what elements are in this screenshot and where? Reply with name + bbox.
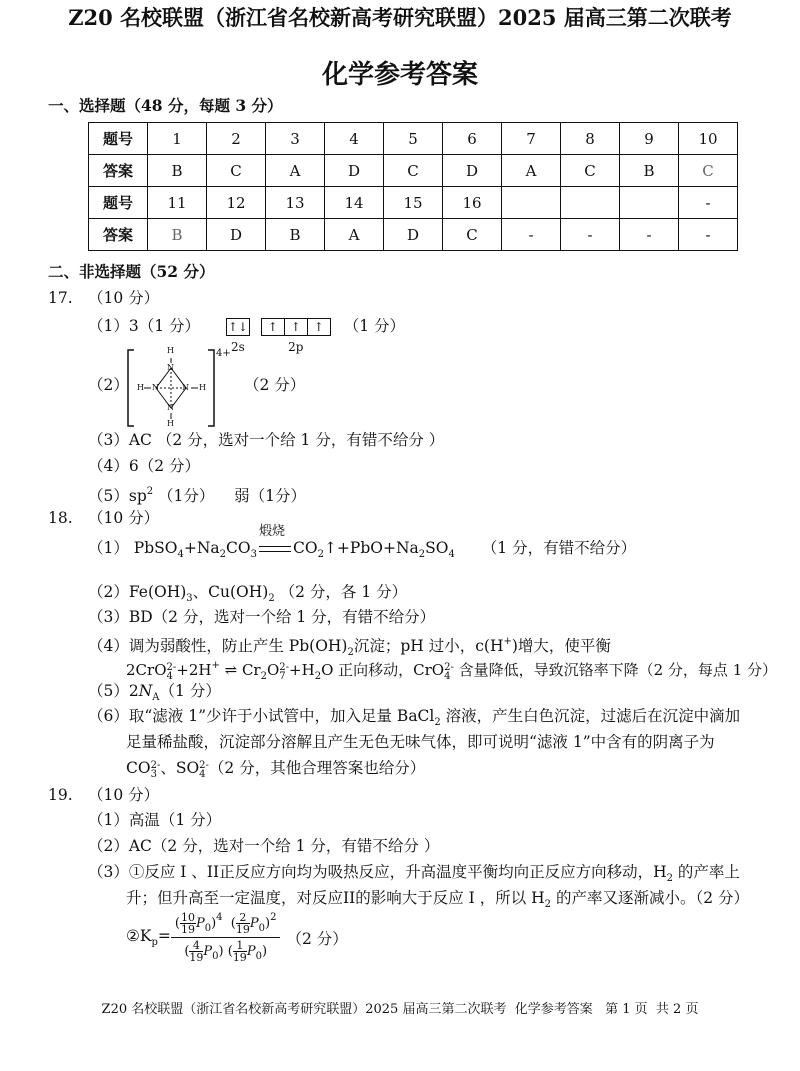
label: （1） [88,539,134,557]
table-row [89,123,738,155]
formula: +H [289,661,315,679]
fraction [236,912,250,935]
answer-text: （2 分，其他合理答案也给分） [208,759,426,777]
answer-text: O 正向移动，CrO [321,661,445,679]
numerator: ( $\frac{10}{19}$ $P_0)^4$ ( $\frac{2}{19}$ $P_0)^2$ [171,912,281,938]
answer-text: 升；但升高至一定温度，对反应II的影响大于反应 I ，所以 H [126,889,545,907]
subscript: 2 [268,593,275,604]
frac-den: 19 [235,923,250,936]
question-number-cell [620,187,679,219]
sup-sub [151,761,161,779]
q-number: 18. [48,509,73,527]
subscript: 4 [177,549,184,560]
superscript: 2- [444,662,454,673]
q18-heading [48,508,159,528]
answer-cell: C [443,219,502,251]
answer-text: （4）调为弱酸性，防止产生 Pb(OH) [88,637,348,655]
answer-cell: B [148,155,207,187]
subscript: 3 [150,769,157,780]
atom-label: H [167,346,174,355]
formula: CO [226,539,251,557]
question-number-cell: 15 [384,187,443,219]
reaction-condition [257,524,293,558]
pressure-symbol: P [246,944,256,959]
frac-num: 10 [180,911,195,924]
answer-text: （1）3（1 分） [88,317,201,335]
frac-num: 4 [189,940,203,952]
question-number-cell: 2 [207,123,266,155]
superscript: 2 [270,912,277,923]
subscript: 0 [204,923,212,934]
superscript: 2- [166,662,177,673]
q-number: 19. [48,786,73,804]
answer-cell: D [325,155,384,187]
subscript: 0 [212,951,219,962]
subscript: 3 [250,549,257,560]
q17-part4: （4）6（2 分） [88,457,201,475]
frac-den: 19 [189,951,204,964]
answer-cell: D [384,219,443,251]
formula: 2CrO [126,661,167,679]
question-number-cell: 4 [325,123,384,155]
header-cell: 答案 [89,219,148,251]
question-number-cell: 6 [443,123,502,155]
q-points: （10 分） [88,786,160,804]
subscript: 2 [434,717,441,728]
subscript: 2 [418,549,426,560]
answer-cell: A [325,219,384,251]
answer-cell: D [207,219,266,251]
q19-heading [48,785,159,805]
answer-points: （1 分，有错不给分） [481,539,637,557]
answer-cell: - [679,219,738,251]
arrow-up-icon: ↑ [313,320,324,334]
answer-cell: B [148,219,207,251]
formula: CO [126,759,151,777]
table-row [89,155,738,187]
question-number-cell [561,187,620,219]
answer-cell: C [561,155,620,187]
q-points: （10 分） [88,289,160,307]
formula: Cr [241,661,261,679]
page-footer: Z20 名校联盟（浙江省名校新高考研究联盟）2025 届高三第二次联考 化学参考答案 第 1 页 共 2 页 [101,1002,699,1017]
answer-cell: - [620,219,679,251]
equals: = [157,927,171,945]
section-2-heading: 二、非选择题（52 分） [48,262,215,281]
fraction [189,940,203,963]
question-number-cell: 7 [502,123,561,155]
condition-label: 煅烧 [258,524,285,539]
orbital-box [261,318,331,336]
answer-cell: B [620,155,679,187]
question-number-cell [502,187,561,219]
frac-num: 1 [233,940,247,952]
orbital-2p [261,316,331,357]
fraction [180,912,196,935]
q17-part5 [88,482,306,506]
answer-table [88,122,738,251]
answer-text: 的产率上 [672,863,740,881]
answer-text: 的产率又逐渐减小。（2 分） [551,889,750,907]
fraction [233,940,247,963]
answer-text: （3）①反应 I 、II正反应方向均为吸热反应，升高温度平衡均向正反应方向移动，H [88,863,667,881]
answer-cell: C [679,155,738,187]
subscript: 4 [166,671,173,682]
question-number-cell: 13 [266,187,325,219]
q18-part4-equation [126,656,777,687]
q17-part3: （3）AC （2 分，选对一个给 1 分，有错不给分 ） [88,431,445,449]
answer-text: （2 分，各 1 分） [274,583,408,601]
superscript: 2- [150,760,161,771]
subscript: 0 [255,951,262,962]
answer-text: 、Cu(OH) [192,583,269,601]
subscript: 4 [199,769,206,780]
answer-text: 溶液，产生白色沉淀，过滤后在沉淀中滴加 [440,707,741,725]
q19-part1: （1）高温（1 分） [88,811,222,829]
question-number-cell: 9 [620,123,679,155]
section-1-heading: 一、选择题（48 分，每题 3 分） [48,96,283,115]
frac-den: 19 [232,951,247,964]
kp-fraction [171,912,281,963]
subscript: 0 [258,923,266,934]
formula: SO [425,539,449,557]
superscript: 2- [199,760,209,771]
kp-label [126,927,171,948]
subscript: 2 [219,549,227,560]
subscript: p [151,937,158,948]
answer-cell: - [561,219,620,251]
formula: ②K [126,927,152,945]
atom-label: H [137,383,144,392]
answer-text: )增大，使平衡 [511,637,611,655]
subscript: 2 [314,671,322,682]
atom-label: H [199,383,206,392]
q18-part2 [88,582,407,609]
superscript: + [503,636,512,647]
q18-part5 [88,681,221,708]
atom-label: N [167,363,174,372]
sup-sub [199,761,209,779]
table-row [89,219,738,251]
question-number-cell: 5 [384,123,443,155]
question-number-cell: 1 [148,123,207,155]
answer-text: N [138,682,153,700]
answer-cell: C [207,155,266,187]
atom-label: N [152,383,159,392]
formula: O [266,661,280,679]
answer-text: （6）取“滤液 1”少许于小试管中，加入足量 BaCl [88,707,435,725]
answer-text: （1 分） [159,682,221,700]
sup-sub [167,663,177,681]
question-number-cell: 16 [443,187,502,219]
q-number: 17. [48,289,73,307]
superscript: 4 [216,912,223,923]
equilibrium-arrow-icon: ⇌ [219,661,242,679]
answer-text: （5）2 [88,682,139,700]
denominator: ( $\frac{4}{19}$ $P_0$) ( $\frac{1}{19}$ $P_0$) [184,939,268,964]
q18-part6-line1 [88,706,740,733]
superscript: 2 [146,486,154,497]
question-number-cell: - [679,187,738,219]
answer-text: （2）Fe(OH) [88,583,187,601]
kp-expression [126,912,348,963]
subscript: 2 [347,647,354,658]
document-title: Z20 名校联盟（浙江省名校新高考研究联盟）2025 届高三第二次联考 [68,5,732,30]
superscript: + [211,660,220,671]
pressure-symbol: P [203,944,213,959]
question-number-cell: 11 [148,187,207,219]
subscript: 4 [444,671,451,682]
formula: ↑+PbO+Na [323,539,419,557]
equals-sign [259,546,291,552]
q19-part3-line1 [88,862,740,889]
ion-charge: 4+ [216,348,231,359]
answer-cell: C [384,155,443,187]
subscript: 4 [448,549,455,560]
formula: PbSO [133,539,178,557]
answer-cell: A [502,155,561,187]
q18-part3: （3）BD（2 分，选对一个给 1 分，有错不给分） [88,608,436,626]
subscript: 2 [666,873,673,884]
arrow-up-icon: ↑ [262,319,285,335]
subscript: 7 [279,671,286,682]
subscript: 3 [186,593,193,604]
atom-label: N [182,383,189,392]
header-cell: 题号 [89,187,148,219]
atom-label: N [167,403,174,412]
formula: +Na [183,539,220,557]
answer-cell: A [266,155,325,187]
table-row [89,187,738,219]
question-number-cell: 10 [679,123,738,155]
orbital-box [226,318,250,336]
formula: +2H [176,661,212,679]
q17-part2-points: （2 分） [244,376,306,394]
answer-text: （1分） 弱（1分） [153,487,306,505]
frac-num: 2 [236,912,250,924]
answer-cell: - [502,219,561,251]
question-number-cell: 3 [266,123,325,155]
subscript: 2 [260,671,267,682]
answer-points: （2 分） [286,929,348,948]
answer-cell: D [443,155,502,187]
answer-text: 沉淀；pH 过小，c(H [353,637,504,655]
pressure-symbol: P [249,916,259,931]
q19-part2: （2）AC（2 分，选对一个给 1 分，有错不给分 ） [88,837,440,855]
answer-text: （5）sp [88,487,147,505]
question-number-cell: 12 [207,187,266,219]
header-cell: 答案 [89,155,148,187]
sup-sub [279,663,289,681]
q19-part3-line2 [126,888,749,915]
subscript: 2 [317,549,324,560]
subscript: A [152,692,160,703]
arrow-up-down-icon: ↑↓ [227,320,248,334]
question-number-cell: 14 [325,187,384,219]
answer-cell: B [266,219,325,251]
q18-part1 [88,524,637,565]
orbital-label: 2s [230,340,245,354]
header-cell: 题号 [89,123,148,155]
atom-label: H [167,419,174,428]
q-points: （10 分） [88,509,160,527]
q17-part2-label: （2） [88,376,129,394]
q18-part6-line2: 足量稀盐酸，沉淀部分溶解且产生无色无味气体，即可说明“滤液 1”中含有的阴离子为 [126,733,715,751]
sup-sub [444,663,454,681]
answer-text: 含量降低，导致沉铬率下降（2 分，每点 1 分） [453,661,778,679]
frac-den: 19 [180,923,195,936]
pressure-symbol: P [195,916,205,931]
formula: CO [292,539,318,557]
document-subtitle: 化学参考答案 [321,60,478,90]
q18-part6-line3 [126,758,425,779]
orbital-label: 2p [288,340,304,354]
formula: 、SO [160,759,200,777]
question-number-cell: 8 [561,123,620,155]
arrow-up-icon: ↑ [285,319,308,335]
subscript: 2 [544,899,552,910]
superscript: 2- [279,662,290,673]
q17-heading [48,288,159,308]
answer-points: （1 分） [343,317,406,335]
